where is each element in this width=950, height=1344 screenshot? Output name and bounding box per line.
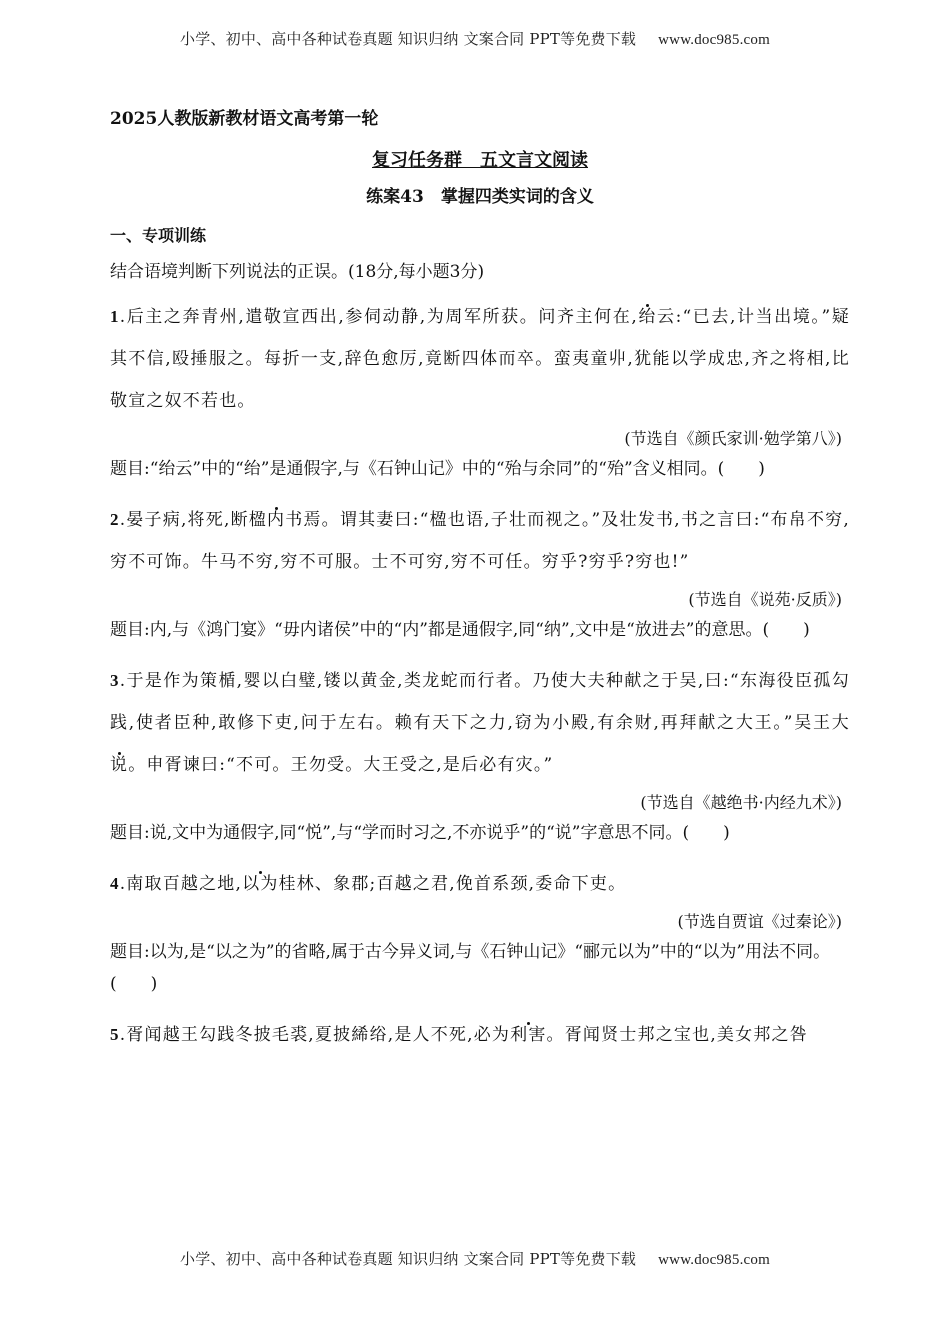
question-prompt: 题目:“绐云”中的“绐”是通假字,与《石钟山记》中的“殆与余同”的“殆”含义相同。( ) <box>110 459 765 479</box>
emphasized-word: 以为 <box>242 874 279 894</box>
passage-source: (节选自《越绝书·内经九术》) <box>640 793 842 812</box>
question-passage <box>110 863 850 905</box>
passage-text: 。申胥谏曰:“不可。王勿受。大王受之,是后必有灾。” <box>128 755 554 775</box>
header-site-link[interactable]: www.doc985.com <box>658 32 770 48</box>
section-heading: 一、专项训练 <box>110 226 207 245</box>
emphasized-word: 绐 <box>637 307 657 327</box>
header-text: 小学、初中、高中各种试卷真题 知识归纳 文案合同 PPT等免费下载 <box>180 30 637 48</box>
passage-text: .晏子病,将死,断楹 <box>119 510 268 530</box>
page-footer <box>0 1248 950 1269</box>
question-passage <box>110 296 850 422</box>
footer-site-link[interactable]: www.doc985.com <box>658 1252 770 1268</box>
exercise-title: 练案43 掌握四类实词的含义 <box>366 187 594 207</box>
question-prompt: 题目:说,文中为通假字,同“悦”,与“学而时习之,不亦说乎”的“说”字意思不同。( ) <box>110 823 730 843</box>
task-group-title <box>110 146 850 172</box>
question-prompt: 题目:内,与《鸿门宴》“毋内诸侯”中的“内”都是通假字,同“纳”,文中是“放进去”的意思。( ) <box>110 620 810 640</box>
question-passage <box>110 1014 850 1056</box>
question-number: 4 <box>110 874 120 893</box>
question-prompt: 题目:以为,是“以之为”的省略,属于古今异义词,与《石钟山记》“郦元以为”中的“以为”用法不同。( ) <box>110 942 831 994</box>
passage-source: (节选自《说苑·反质》) <box>688 590 842 609</box>
question-number: 5 <box>110 1025 120 1044</box>
emphasized-word: 说 <box>110 755 129 775</box>
question-passage <box>110 499 850 583</box>
passage-text: 桂林、象郡;百越之君,俛首系颈,委命下吏。 <box>278 874 627 894</box>
question-number: 2 <box>110 510 120 529</box>
passage-text: .胥闻越王勾践冬披毛裘,夏披絺绤,是人不死,必为 <box>119 1025 511 1045</box>
passage-source: (节选自《颜氏家训·勉学第八》) <box>624 429 842 448</box>
passage-text: .于是作为策楯,婴以白璧,镂以黄金,类龙蛇而行者。乃使大夫种献之于吴,曰:“东海役臣孤勾践,使者臣种,敢修下吏,问于左右。赖有天下之力,窃为小殿,有余财,再拜献之大王。”吴王大 <box>110 671 850 733</box>
passage-text: 云:“已去,计当出境。”疑其不信,殴捶服之。每折一支,辞色愈厉,竟断四体而卒。蛮夷童丱,犹能以学成忠,齐之将相,比敬宣之奴不若也。 <box>110 307 851 411</box>
emphasized-word: 内 <box>267 510 286 530</box>
passage-text: 。胥闻贤士邦之宝也,美女邦之咎 <box>546 1025 808 1045</box>
passage-text: .后主之奔青州,遣敬宣西出,参伺动静,为周军所获。问齐主何在, <box>119 307 638 327</box>
question-number: 3 <box>110 671 120 690</box>
question-passage <box>110 660 850 786</box>
passage-text: 书焉。谓其妻曰:“楹也语,子壮而视之。”及壮发书,书之言曰:“布帛不穷,穷不可饰。牛马不穷,穷不可服。士不可穷,穷不可任。穷乎?穷乎?穷也!” <box>110 510 850 572</box>
series-title: 2025人教版新教材语文高考第一轮 <box>110 109 379 129</box>
question-number: 1 <box>110 307 120 326</box>
instruction-text: 结合语境判断下列说法的正误。(18分,每小题3分) <box>110 262 485 282</box>
passage-text: .南取百越之地, <box>119 874 243 894</box>
document-body <box>110 100 850 1056</box>
footer-text: 小学、初中、高中各种试卷真题 知识归纳 文案合同 PPT等免费下载 <box>180 1250 637 1268</box>
task-group-title-text: 复习任务群 五文言文阅读 <box>372 150 588 171</box>
page-header <box>0 28 950 49</box>
emphasized-word: 利害 <box>510 1025 547 1045</box>
passage-source: (节选自贾谊《过秦论》) <box>677 912 842 931</box>
